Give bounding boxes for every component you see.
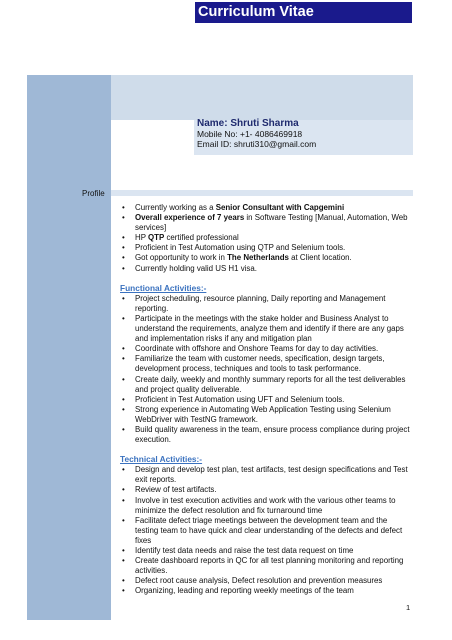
list-item: • Identify test data needs and raise the test data request on time xyxy=(120,546,410,556)
title-banner xyxy=(195,2,412,23)
email-address: Email ID: shruti310@gmail.com xyxy=(197,139,317,149)
list-item: • Review of test artifacts. xyxy=(120,485,410,495)
technical-activities-heading: Technical Activities:- xyxy=(120,454,203,465)
list-item: • Create daily, weekly and monthly summary reports for all the test deliverables and project quality deliverable. xyxy=(120,375,410,395)
list-item: • Currently holding valid US H1 visa. xyxy=(120,264,410,274)
list-item: • Currently working as a Senior Consultant with Capgemini xyxy=(120,203,410,213)
left-sidebar-band xyxy=(27,75,111,620)
document-title: Curriculum Vitae xyxy=(198,4,314,20)
list-item: • Proficient in Test Automation using UFT and Selenium tools. xyxy=(120,395,410,405)
functional-activities-list xyxy=(120,294,410,445)
functional-activities-heading: Functional Activities:- xyxy=(120,282,207,293)
main-content xyxy=(120,203,410,596)
list-item: • Project scheduling, resource planning, Daily reporting and Management reporting. xyxy=(120,294,410,314)
candidate-name: Name: Shruti Sharma xyxy=(197,118,299,129)
technical-activities-list xyxy=(120,465,410,596)
page-number: 1 xyxy=(406,603,411,612)
list-item: • Organizing, leading and reporting weekly meetings of the team xyxy=(120,586,410,596)
list-item: • Build quality awareness in the team, ensure process compliance during project execution. xyxy=(120,425,410,445)
list-item: • Design and develop test plan, test artifacts, test design specifications and Test exit reports. xyxy=(120,465,410,485)
profile-list xyxy=(120,203,410,274)
header-band xyxy=(111,75,413,120)
list-item: • Defect root cause analysis, Defect resolution and prevention measures xyxy=(120,576,410,586)
list-item: • Strong experience in Automating Web Application Testing using Selenium WebDriver with TestNG framework. xyxy=(120,405,410,425)
mobile-number: Mobile No: +1- 4086469918 xyxy=(197,129,303,139)
list-item: • Participate in the meetings with the stake holder and Business Analyst to understand the requirements, analyze them and identify if there are any gaps and implementation risks if any and mitigation plan xyxy=(120,314,410,344)
profile-section-label: Profile xyxy=(82,189,105,198)
list-item: • HP QTP certified professional xyxy=(120,233,410,243)
profile-band xyxy=(111,190,413,196)
list-item: • Involve in test execution activities and work with the various other teams to minimize the defect resolution and fix turnaround time xyxy=(120,496,410,516)
list-item: • Got opportunity to work in The Netherlands at Client location. xyxy=(120,253,410,263)
list-item: • Proficient in Test Automation using QTP and Selenium tools. xyxy=(120,243,410,253)
list-item: • Coordinate with offshore and Onshore Teams for day to day activities. xyxy=(120,344,410,354)
list-item: • Facilitate defect triage meetings between the development team and the testing team to have quick and clear understanding of the defects and defect fixes xyxy=(120,516,410,546)
list-item: • Familiarize the team with customer needs, specification, design targets, development process, techniques and tools to task performance. xyxy=(120,354,410,374)
list-item: • Create dashboard reports in QC for all test planning monitoring and reporting activities. xyxy=(120,556,410,576)
list-item: • Overall experience of 7 years in Software Testing [Manual, Automation, Web services] xyxy=(120,213,410,233)
